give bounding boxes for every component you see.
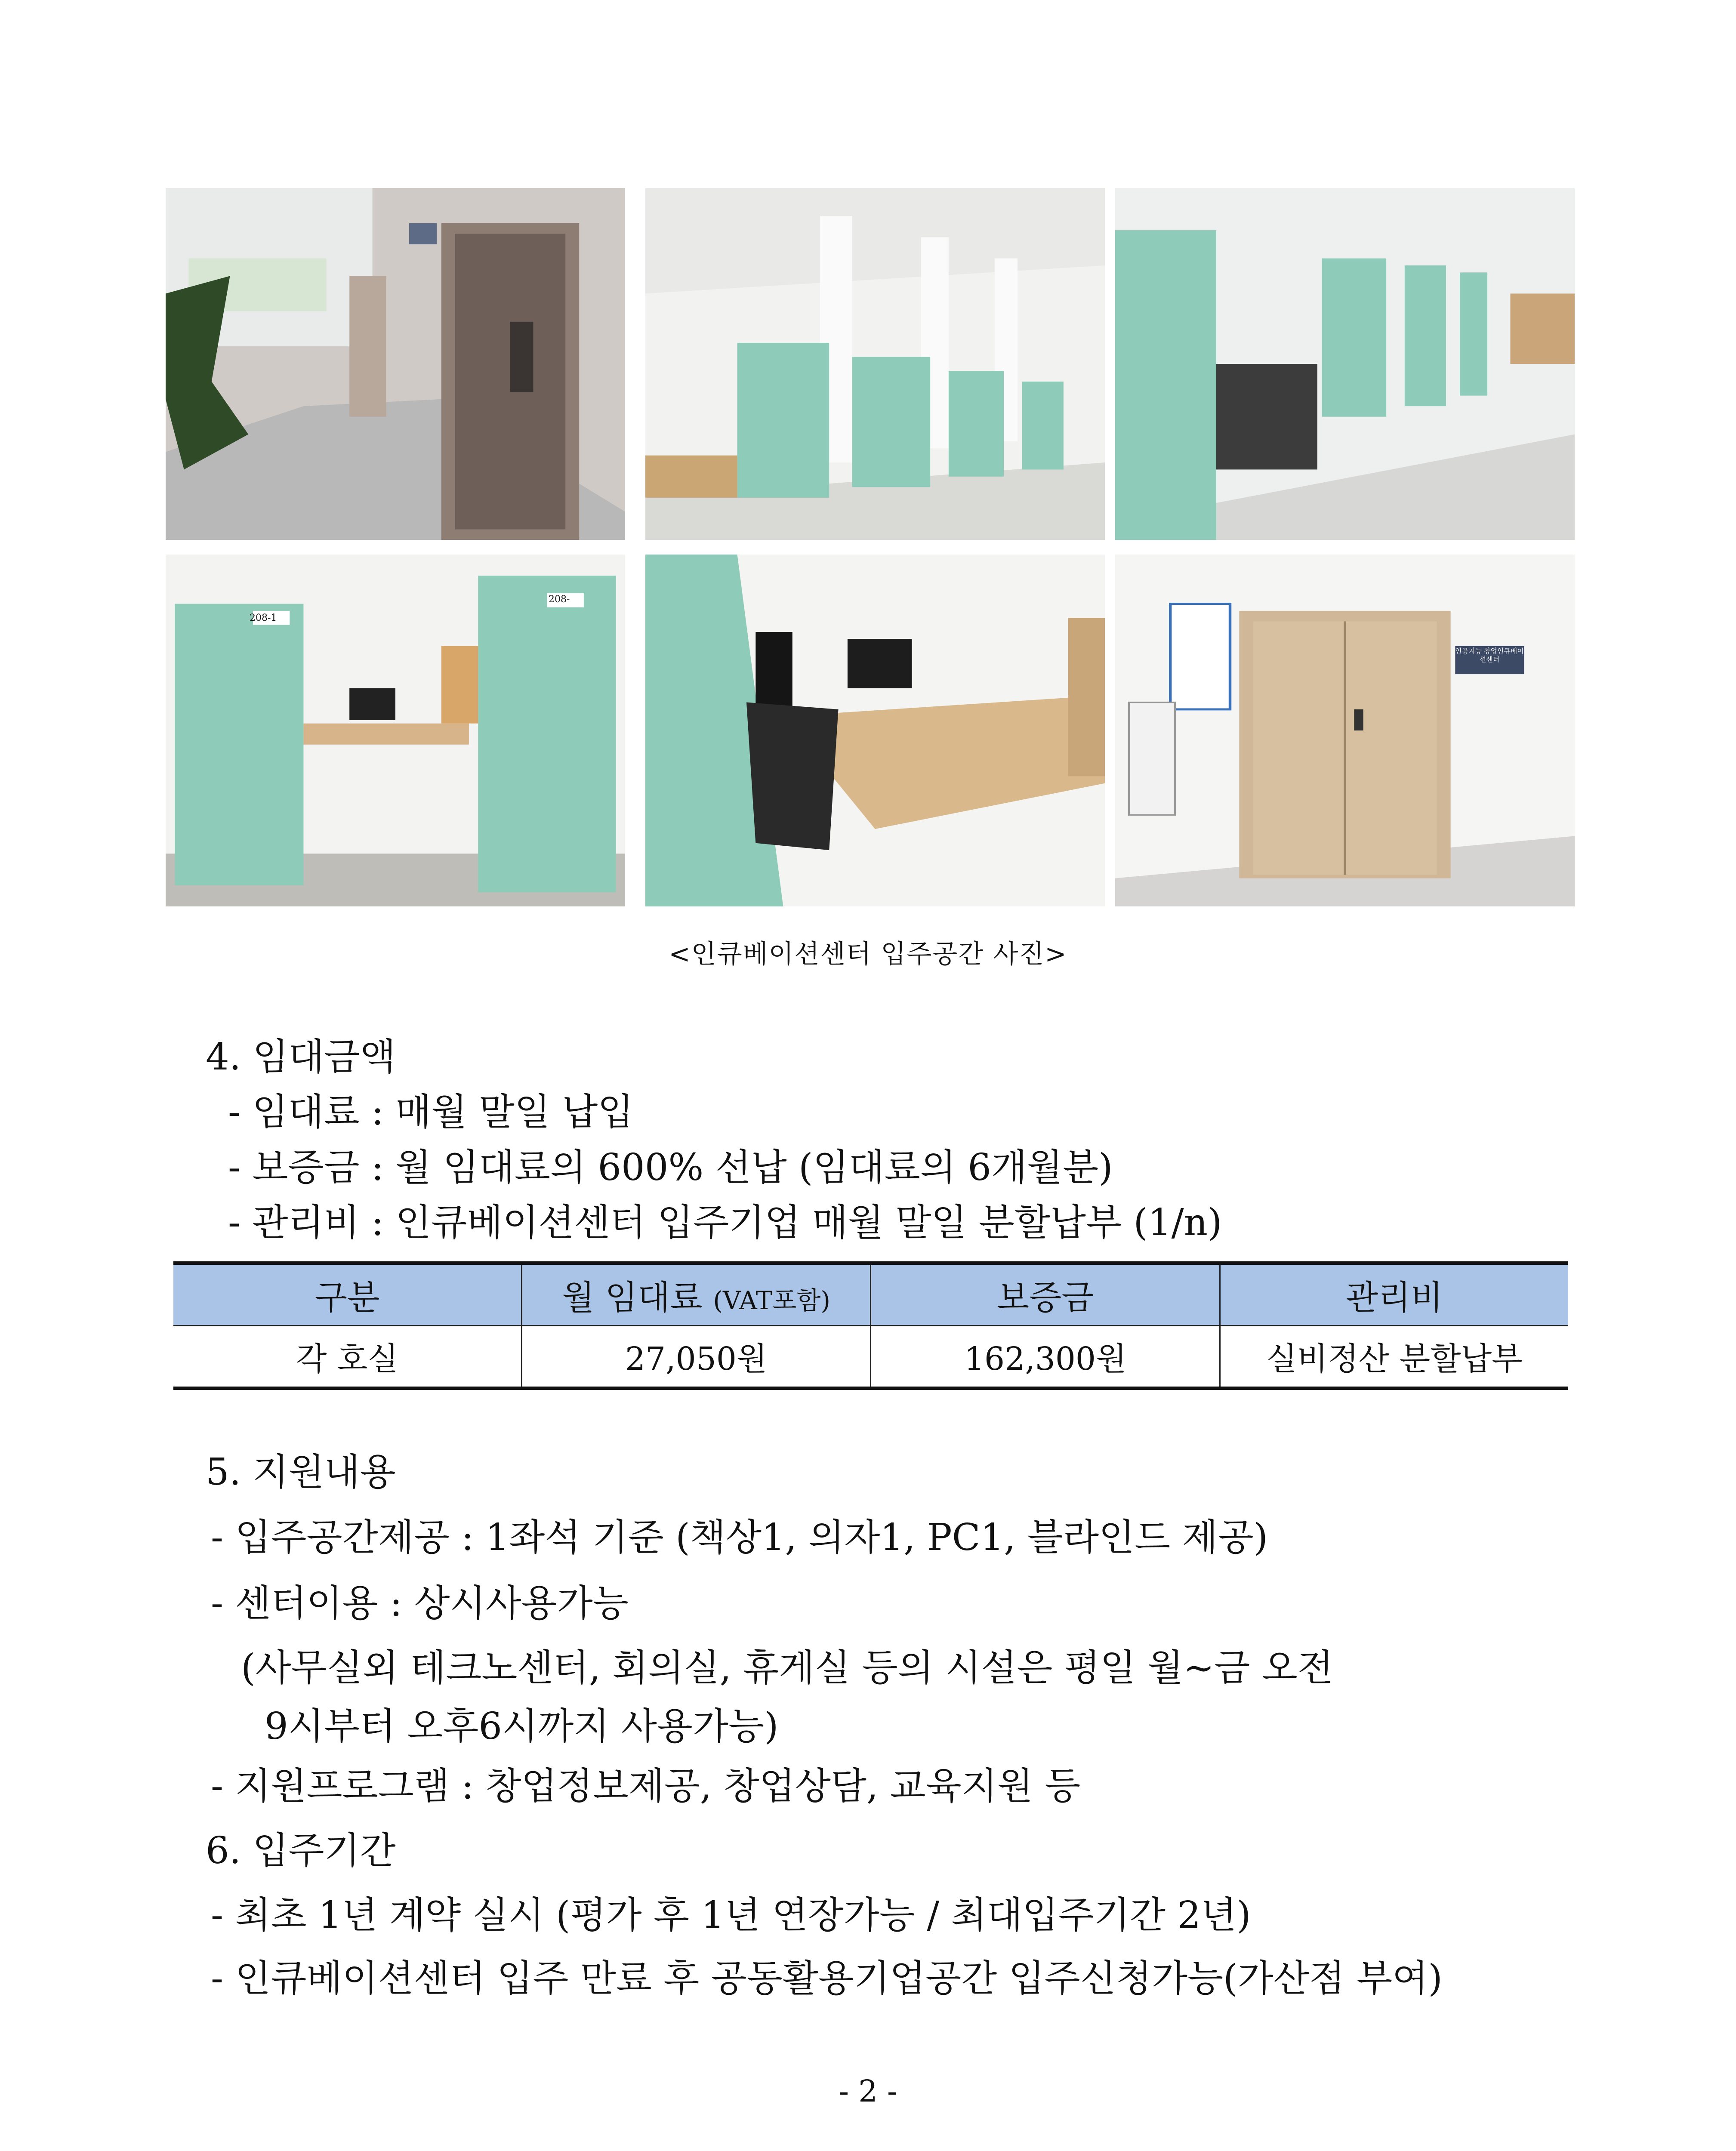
section6-item: - 인큐베이션센터 입주 만료 후 공동활용기업공간 입주신청가능(가산점 부여) [211,1957,1443,2000]
section5-note: 9시부터 오후6시까지 사용가능) [265,1705,779,1748]
rent-table [173,1261,1568,1390]
cubicle-tag: 208- [549,594,570,605]
table-cell: 실비정산 분할납부 [1220,1326,1568,1389]
section5-heading: 5. 지원내용 [206,1451,396,1494]
section4-heading: 4. 임대금액 [206,1035,396,1079]
section4-item: - 보증금 : 월 임대료의 600% 선납 (임대료의 6개월분) [228,1146,1113,1189]
table-cell: 각 호실 [173,1326,521,1389]
section5-item: - 지원프로그램 : 창업정보제공, 창업상담, 교육지원 등 [211,1765,1081,1808]
photo-office-hall [1115,188,1575,540]
section6-item: - 최초 1년 계약 실시 (평가 후 1년 연장가능 / 최대입주기간 2년) [211,1894,1251,1937]
section4-item: - 임대료 : 매월 말일 납입 [228,1091,634,1134]
section5-item: - 센터이용 : 상시사용가능 [211,1582,629,1625]
table-header-cell: 관리비 [1220,1263,1568,1326]
table-header-cell: 월 임대료 (VAT포함) [521,1263,870,1326]
section4-item: - 관리비 : 인큐베이션센터 입주기업 매월 말일 분할납부 (1/n) [228,1201,1222,1244]
page-number: - 2 - [839,2074,897,2109]
door-sign: 인공지능 창업인큐베이션센터 [1455,647,1524,664]
section6-heading: 6. 입주기간 [206,1829,396,1872]
table-cell: 162,300원 [871,1326,1220,1389]
section5-item: - 입주공간제공 : 1좌석 기준 (책상1, 의자1, PC1, 블라인드 제공) [211,1516,1268,1559]
table-header-cell: 구분 [173,1263,521,1326]
vat-note: (VAT포함) [713,1286,831,1315]
table-header-cell: 보증금 [871,1263,1220,1326]
photo-corridor [166,188,625,540]
photo-partitions-row [645,188,1105,540]
photo-workstation-pc [645,555,1105,906]
table-header-row [173,1263,1568,1326]
table-cell: 27,050원 [521,1326,870,1389]
photo-cubicle-desk [166,555,625,906]
photo-caption: <인큐베이션센터 입주공간 사진> [669,939,1067,969]
table-row [173,1326,1568,1389]
cubicle-tag: 208-1 [250,613,277,623]
section5-note: (사무실외 테크노센터, 회의실, 휴게실 등의 시설은 평일 월~금 오전 [241,1646,1333,1689]
photo-entrance-door [1115,555,1575,906]
